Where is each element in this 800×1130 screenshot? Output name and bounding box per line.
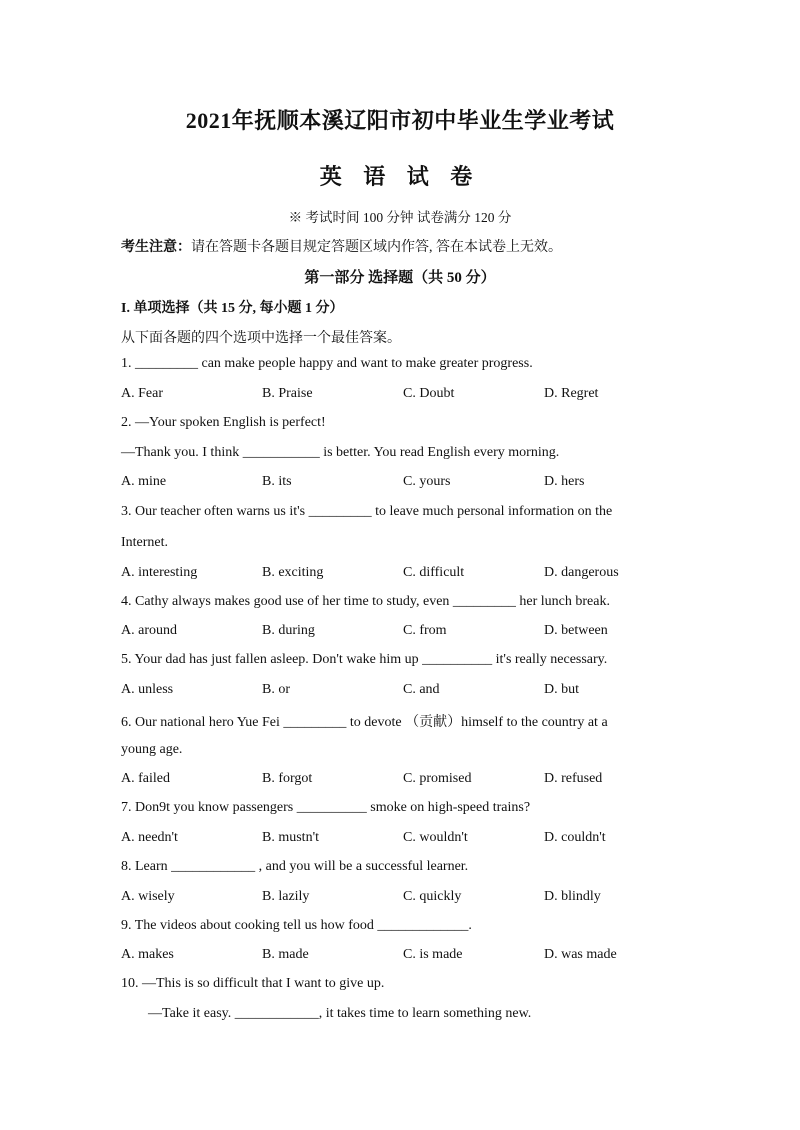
option-b: B. made — [262, 947, 309, 962]
question-8-stem: 8. Learn ____________ , and you will be a successful learner. — [121, 859, 469, 874]
option-c: C. and — [403, 682, 440, 697]
option-b: B. or — [262, 682, 290, 697]
option-b: B. mustn't — [262, 830, 319, 845]
question-6-stem-cont: young age. — [121, 742, 183, 757]
option-d: D. Regret — [544, 386, 599, 401]
question-9-stem: 9. The videos about cooking tell us how food _____________. — [121, 918, 472, 933]
section-heading: I. 单项选择（共 15 分, 每小题 1 分） — [121, 301, 344, 316]
question-2-stem-cont: —Thank you. I think ___________ is better. You read English every morning. — [121, 445, 560, 460]
option-b: B. forgot — [262, 771, 313, 786]
question-2-stem: 2. —Your spoken English is perfect! — [121, 415, 326, 430]
option-b: B. lazily — [262, 889, 310, 904]
question-1-stem: 1. _________ can make people happy and want to make greater progress. — [121, 356, 533, 371]
option-a: A. Fear — [121, 386, 163, 401]
option-c: C. quickly — [403, 889, 462, 904]
question-5-stem: 5. Your dad has just fallen asleep. Don't wake him up __________ it's really necessary. — [121, 652, 608, 667]
option-a: A. wisely — [121, 889, 175, 904]
option-c: C. wouldn't — [403, 830, 468, 845]
option-b: B. Praise — [262, 386, 313, 401]
option-a: A. interesting — [121, 565, 198, 580]
option-d: D. blindly — [544, 889, 601, 904]
candidate-notice — [121, 236, 562, 256]
exam-title: 2021年抚顺本溪辽阳市初中毕业生学业考试 — [185, 108, 615, 133]
question-10-stem-cont: —Take it easy. ____________, it takes time to learn something new. — [148, 1006, 532, 1021]
option-b: B. exciting — [262, 565, 324, 580]
exam-info: ※ 考试时间 100 分钟 试卷满分 120 分 — [288, 210, 512, 225]
option-d: D. dangerous — [544, 565, 619, 580]
option-a: A. failed — [121, 771, 170, 786]
question-3-stem: 3. Our teacher often warns us it's _________ to leave much personal information on the — [121, 504, 613, 519]
instruction: 从下面各题的四个选项中选择一个最佳答案。 — [121, 331, 401, 346]
option-c: C. is made — [403, 947, 463, 962]
question-10-stem: 10. —This is so difficult that I want to give up. — [121, 976, 385, 991]
notice-text: 请在答题卡各题目规定答题区域内作答, 答在本试卷上无效。 — [191, 240, 562, 255]
option-a: A. around — [121, 623, 177, 638]
option-c: C. Doubt — [403, 386, 455, 401]
question-7-stem: 7. Don9t you know passengers __________ smoke on high-speed trains? — [121, 800, 531, 815]
option-b: B. during — [262, 623, 315, 638]
option-d: D. couldn't — [544, 830, 606, 845]
option-a: A. unless — [121, 682, 174, 697]
option-d: D. refused — [544, 771, 603, 786]
option-d: D. was made — [544, 947, 617, 962]
option-b: B. its — [262, 474, 292, 489]
option-a: A. makes — [121, 947, 174, 962]
option-c: C. from — [403, 623, 447, 638]
subject-title: 英 语 试 卷 — [319, 164, 481, 189]
option-c: C. promised — [403, 771, 472, 786]
option-d: D. but — [544, 682, 579, 697]
option-c: C. yours — [403, 474, 451, 489]
option-a: A. needn't — [121, 830, 178, 845]
option-a: A. mine — [121, 474, 167, 489]
option-d: D. hers — [544, 474, 585, 489]
notice-label: 考生注意： — [121, 240, 191, 255]
part-one-heading: 第一部分 选择题（共 50 分） — [304, 270, 496, 286]
question-4-stem: 4. Cathy always makes good use of her time to study, even _________ her lunch break. — [121, 594, 610, 609]
question-3-stem-cont: Internet. — [121, 535, 169, 550]
option-c: C. difficult — [403, 565, 465, 580]
option-d: D. between — [544, 623, 608, 638]
question-6-stem: 6. Our national hero Yue Fei _________ to devote （贡献）himself to the country at a — [121, 715, 608, 730]
